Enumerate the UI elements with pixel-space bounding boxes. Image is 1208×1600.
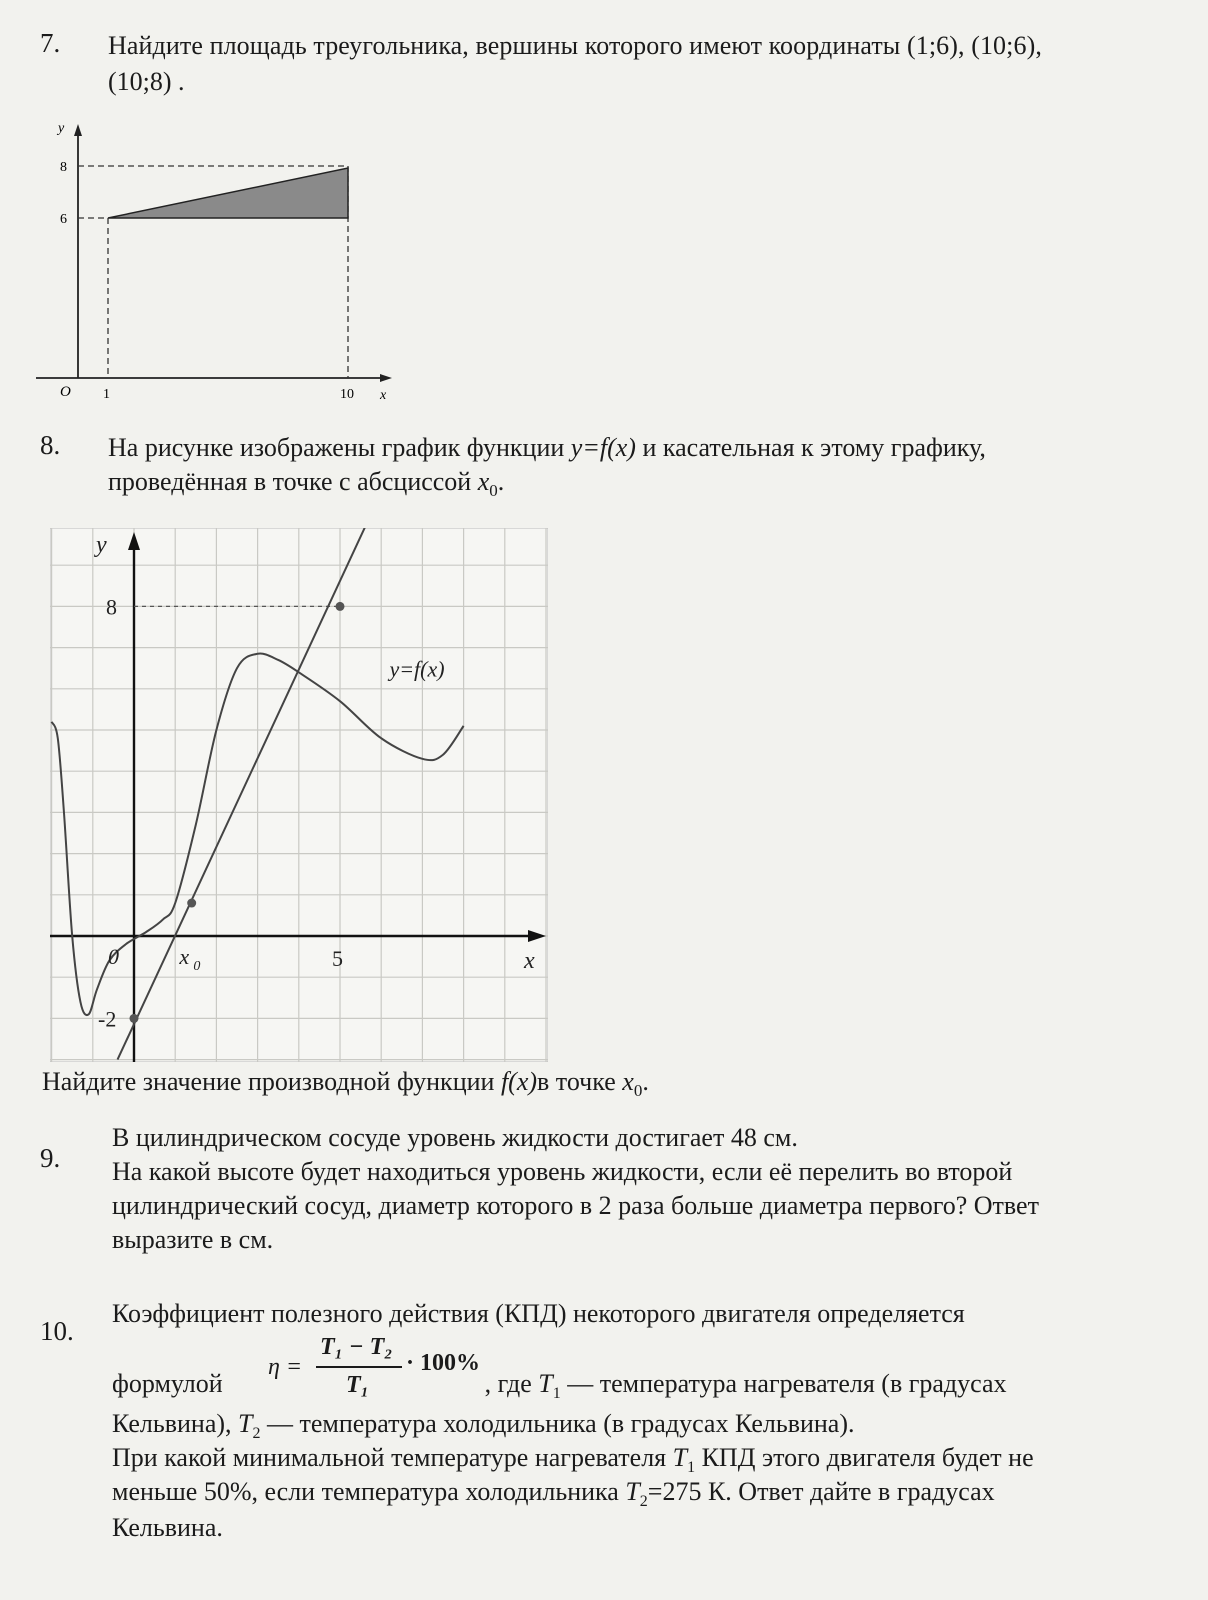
problem-8-question	[42, 1066, 649, 1107]
problem-7-number: 7.	[40, 28, 61, 58]
triangle-figure	[30, 118, 410, 418]
x-axis-arrow	[380, 374, 392, 382]
problem-9-text-line2: На какой высоте будет находиться уровень жидкости, если её перелить во второй	[112, 1157, 1013, 1186]
formula-lhs: η =	[268, 1354, 303, 1380]
problem-8-text-part: На рисунке изображены график функции	[108, 433, 571, 462]
problem-10-text-part: формулой	[112, 1369, 223, 1398]
subscript: 0	[489, 481, 498, 501]
problem-10-text-part: КПД этого двигателя будет не	[695, 1443, 1034, 1472]
x-tick-1: 1	[103, 387, 110, 402]
x-axis-label: x	[380, 388, 387, 403]
problem-10-text-part: , где	[484, 1369, 539, 1398]
problem-10-number: 10.	[40, 1316, 74, 1346]
variable-T: T	[538, 1369, 553, 1398]
y-tick-8: 8	[60, 160, 67, 175]
problem-10-text-part: — температура нагревателя (в градусах	[560, 1369, 1007, 1398]
variable-x: x	[622, 1067, 634, 1096]
subscript: 1	[552, 1385, 561, 1403]
marked-point	[187, 899, 196, 908]
problem-9-text-line3: цилиндрический сосуд, диаметр которого в 2 раза больше диаметра первого? Ответ	[112, 1191, 1039, 1220]
problem-9-text-line1: В цилиндрическом сосуде уровень жидкости достигает 48 см.	[112, 1123, 798, 1152]
problem-8-text-part: в точке	[537, 1067, 623, 1096]
problem-10-text-line1: Коэффициент полезного действия (КПД) некоторого двигателя определяется	[112, 1299, 965, 1328]
problem-8-text-line1	[108, 432, 986, 464]
marked-point	[130, 1014, 139, 1023]
y-axis-label: y	[58, 121, 65, 136]
subscript: 1	[687, 1459, 696, 1477]
origin-label: 0	[108, 944, 119, 969]
function-notation: f(x)	[500, 1067, 538, 1096]
function-label: y=f(x)	[389, 656, 445, 682]
y-axis-label: y	[96, 532, 107, 558]
subscript: 0	[633, 1081, 643, 1101]
problem-10-text-line6: Кельвина.	[112, 1513, 223, 1542]
marked-point	[336, 602, 345, 611]
formula-numerator: T₁ − T₂	[320, 1334, 393, 1360]
problem-9-text-line4: выразите в см.	[112, 1225, 274, 1254]
problem-8-text-part: проведённая в точке с абсциссой	[108, 467, 478, 496]
shaded-triangle	[108, 168, 348, 218]
problem-7-text-line1: Найдите площадь треугольника, вершины которого имеют координаты (1;6), (10;6),	[108, 31, 1042, 60]
formula-multiplier: · 100%	[406, 1350, 481, 1376]
x0-label: x	[179, 944, 190, 969]
variable-T: T	[238, 1409, 253, 1438]
problem-8-text-part: .	[642, 1067, 649, 1096]
formula-denominator: T₁	[346, 1372, 370, 1398]
problem-9-number: 9.	[40, 1143, 61, 1173]
problem-8-text-part: Найдите значение производной функции	[42, 1067, 501, 1096]
function-notation: y=f(x)	[570, 433, 636, 462]
variable-T: T	[672, 1443, 688, 1472]
problem-8-text-part: и касательная к этому графику,	[635, 433, 986, 462]
problem-8-number: 8.	[40, 430, 61, 460]
problem-10-text-part: меньше 50%, если температура холодильника	[112, 1477, 626, 1506]
function-graph	[50, 528, 548, 1062]
y-axis-arrow	[74, 124, 82, 136]
problem-8-text-part: .	[497, 467, 505, 496]
y-tick-8: 8	[106, 594, 117, 620]
problem-10-text-line5	[112, 1476, 995, 1518]
origin-label: O	[60, 384, 71, 400]
problem-10-text-part: При какой минимальной температуре нагревателя	[112, 1443, 673, 1472]
problem-10-text-part: Кельвина),	[112, 1409, 239, 1438]
variable-x: x	[477, 467, 490, 496]
problem-7-text-line2: (10;8) .	[108, 67, 185, 96]
y-tick-6: 6	[60, 212, 67, 227]
problem-10-text-part: — температура холодильника (в градусах Кельвина).	[260, 1409, 855, 1438]
problem-8-text-line2	[108, 466, 504, 507]
variable-T: T	[625, 1477, 640, 1506]
y-tick-neg2: -2	[98, 1006, 117, 1032]
x0-subscript: 0	[193, 959, 201, 974]
problem-10-text-line2	[112, 1368, 1092, 1410]
problem-10-text-part: =275 К. Ответ дайте в градусах	[647, 1477, 995, 1506]
subscript: 2	[639, 1493, 648, 1511]
x-axis-label: x	[524, 948, 535, 974]
subscript: 2	[252, 1425, 261, 1443]
x-tick-5: 5	[332, 946, 343, 971]
x-tick-10: 10	[340, 387, 354, 402]
